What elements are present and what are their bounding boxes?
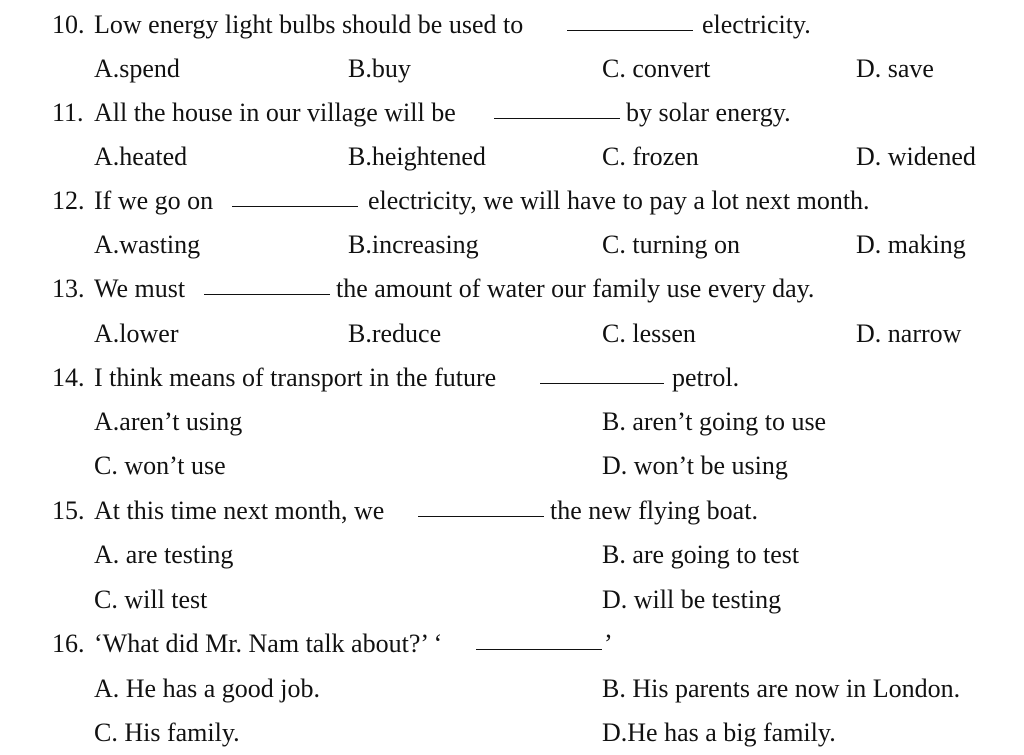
option-b: B.heightened (348, 142, 486, 171)
question-stem: At this time next month, we (94, 496, 385, 525)
answer-blank (494, 96, 620, 119)
option-b: B. His parents are now in London. (602, 674, 961, 703)
option-d: D. save (856, 54, 934, 83)
answer-blank (418, 494, 544, 517)
option-d: D. won’t be using (602, 451, 788, 480)
question-stem-end: ’ (604, 629, 613, 658)
option-d: D. will be testing (602, 585, 782, 614)
option-c: C. lessen (602, 319, 696, 348)
question-stem: I think means of transport in the future (94, 363, 497, 392)
option-d: D. narrow (856, 319, 962, 348)
question-number: 13. (52, 274, 85, 303)
answer-blank (476, 627, 602, 650)
answer-blank (232, 184, 358, 207)
question-number: 15. (52, 496, 85, 525)
question-stem-end: the amount of water our family use every day. (336, 274, 815, 303)
answer-blank (204, 272, 330, 295)
question-stem-end: petrol. (672, 363, 740, 392)
option-c: C. will test (94, 585, 208, 614)
option-c: C. convert (602, 54, 711, 83)
option-c: C. His family. (94, 718, 240, 747)
option-a: A. He has a good job. (94, 674, 321, 703)
question-number: 11. (52, 98, 84, 127)
answer-blank (540, 361, 664, 384)
question-number: 16. (52, 629, 85, 658)
option-b: B.buy (348, 54, 411, 83)
answer-blank (567, 8, 693, 31)
option-c: C. turning on (602, 230, 740, 259)
question-number: 12. (52, 186, 85, 215)
question-number: 14. (52, 363, 85, 392)
option-c: C. won’t use (94, 451, 226, 480)
option-a: A.aren’t using (94, 407, 243, 436)
option-a: A.wasting (94, 230, 201, 259)
question-stem: Low energy light bulbs should be used to (94, 10, 524, 39)
question-stem-end: electricity. (702, 10, 811, 39)
option-a: A.heated (94, 142, 188, 171)
question-stem-end: the new flying boat. (550, 496, 758, 525)
option-d: D. making (856, 230, 966, 259)
question-stem: We must (94, 274, 186, 303)
question-number: 10. (52, 10, 85, 39)
option-b: B.reduce (348, 319, 442, 348)
question-stem-end: electricity, we will have to pay a lot next month. (368, 186, 870, 215)
question-stem: If we go on (94, 186, 214, 215)
option-d: D.He has a big family. (602, 718, 836, 747)
question-stem-end: by solar energy. (626, 98, 791, 127)
question-stem: All the house in our village will be (94, 98, 456, 127)
question-stem: ‘What did Mr. Nam talk about?’ ‘ (94, 629, 443, 658)
option-a: A.spend (94, 54, 180, 83)
option-b: B. aren’t going to use (602, 407, 827, 436)
option-b: B. are going to test (602, 540, 800, 569)
option-b: B.increasing (348, 230, 479, 259)
option-c: C. frozen (602, 142, 699, 171)
option-a: A. are testing (94, 540, 234, 569)
option-a: A.lower (94, 319, 179, 348)
option-d: D. widened (856, 142, 976, 171)
